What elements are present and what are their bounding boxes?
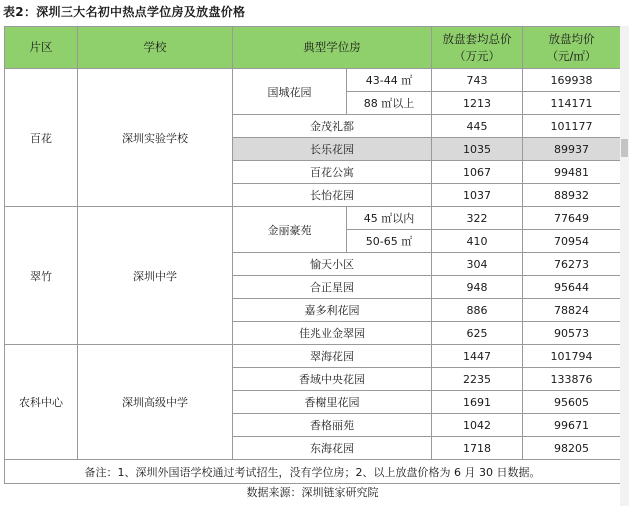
total-price-cell: 1691 — [432, 391, 523, 414]
total-price-cell: 1447 — [432, 345, 523, 368]
total-price-cell: 948 — [432, 276, 523, 299]
total-price-cell: 1718 — [432, 437, 523, 460]
avg-price-cell: 101794 — [523, 345, 621, 368]
total-price-cell: 625 — [432, 322, 523, 345]
scrollbar-thumb[interactable] — [621, 139, 628, 157]
avg-price-cell: 88932 — [523, 184, 621, 207]
district-cell: 农科中心 — [5, 345, 78, 460]
note-row — [5, 460, 621, 484]
estate-cell: 愉天小区 — [233, 253, 432, 276]
avg-price-cell: 70954 — [523, 230, 621, 253]
header-total-line1: 放盘套均总价 — [442, 31, 512, 46]
table-title: 表2：深圳三大名初中热点学位房及放盘价格 — [3, 5, 246, 19]
estate-cell: 金丽豪苑 — [233, 207, 347, 253]
avg-price-cell: 76273 — [523, 253, 621, 276]
avg-price-cell: 77649 — [523, 207, 621, 230]
estate-cell: 嘉多利花园 — [233, 299, 432, 322]
header-avg-price — [523, 27, 621, 69]
size-cell: 43-44 ㎡ — [347, 69, 432, 92]
avg-price-cell: 98205 — [523, 437, 621, 460]
vertical-scrollbar[interactable] — [620, 26, 629, 506]
avg-price-cell: 133876 — [523, 368, 621, 391]
header-school: 学校 — [78, 27, 233, 69]
total-price-cell: 304 — [432, 253, 523, 276]
source-row — [5, 484, 621, 501]
total-price-cell: 1213 — [432, 92, 523, 115]
table-note: 备注：1、深圳外国语学校通过考试招生，没有学位房；2、以上放盘价格为 6 月 30 日数据。 — [5, 460, 621, 484]
estate-cell: 长乐花园 — [233, 138, 432, 161]
header-avg-line2: （元/㎡） — [546, 48, 597, 63]
school-cell: 深圳实验学校 — [78, 69, 233, 207]
table-row — [5, 207, 621, 230]
table-row — [5, 345, 621, 368]
estate-cell: 合正星园 — [233, 276, 432, 299]
total-price-cell: 743 — [432, 69, 523, 92]
table-row — [5, 69, 621, 92]
estate-cell: 香格丽苑 — [233, 414, 432, 437]
header-estate: 典型学位房 — [233, 27, 432, 69]
avg-price-cell: 99481 — [523, 161, 621, 184]
estate-cell: 翠海花园 — [233, 345, 432, 368]
size-cell: 45 ㎡以内 — [347, 207, 432, 230]
avg-price-cell: 89937 — [523, 138, 621, 161]
avg-price-cell: 169938 — [523, 69, 621, 92]
header-row — [5, 27, 621, 69]
estate-cell: 金茂礼都 — [233, 115, 432, 138]
district-cell: 百花 — [5, 69, 78, 207]
estate-cell: 国城花园 — [233, 69, 347, 115]
total-price-cell: 1042 — [432, 414, 523, 437]
estate-cell: 佳兆业金翠园 — [233, 322, 432, 345]
estate-cell: 香域中央花园 — [233, 368, 432, 391]
header-total-price — [432, 27, 523, 69]
header-total-line2: （万元） — [454, 48, 500, 63]
avg-price-cell: 99671 — [523, 414, 621, 437]
avg-price-cell: 114171 — [523, 92, 621, 115]
total-price-cell: 322 — [432, 207, 523, 230]
header-district: 片区 — [5, 27, 78, 69]
avg-price-cell: 95644 — [523, 276, 621, 299]
avg-price-cell: 78824 — [523, 299, 621, 322]
data-source: 数据来源：深圳链家研究院 — [246, 486, 379, 499]
total-price-cell: 886 — [432, 299, 523, 322]
size-cell: 50-65 ㎡ — [347, 230, 432, 253]
total-price-cell: 2235 — [432, 368, 523, 391]
school-cell: 深圳高级中学 — [78, 345, 233, 460]
estate-cell: 长怡花园 — [233, 184, 432, 207]
school-cell: 深圳中学 — [78, 207, 233, 345]
total-price-cell: 1037 — [432, 184, 523, 207]
school-housing-table — [4, 26, 621, 500]
header-avg-line1: 放盘均价 — [548, 31, 595, 46]
estate-cell: 百花公寓 — [233, 161, 432, 184]
district-cell: 翠竹 — [5, 207, 78, 345]
total-price-cell: 445 — [432, 115, 523, 138]
total-price-cell: 1035 — [432, 138, 523, 161]
total-price-cell: 410 — [432, 230, 523, 253]
avg-price-cell: 101177 — [523, 115, 621, 138]
estate-cell: 香榭里花园 — [233, 391, 432, 414]
estate-cell: 东海花园 — [233, 437, 432, 460]
avg-price-cell: 95605 — [523, 391, 621, 414]
total-price-cell: 1067 — [432, 161, 523, 184]
size-cell: 88 ㎡以上 — [347, 92, 432, 115]
avg-price-cell: 90573 — [523, 322, 621, 345]
